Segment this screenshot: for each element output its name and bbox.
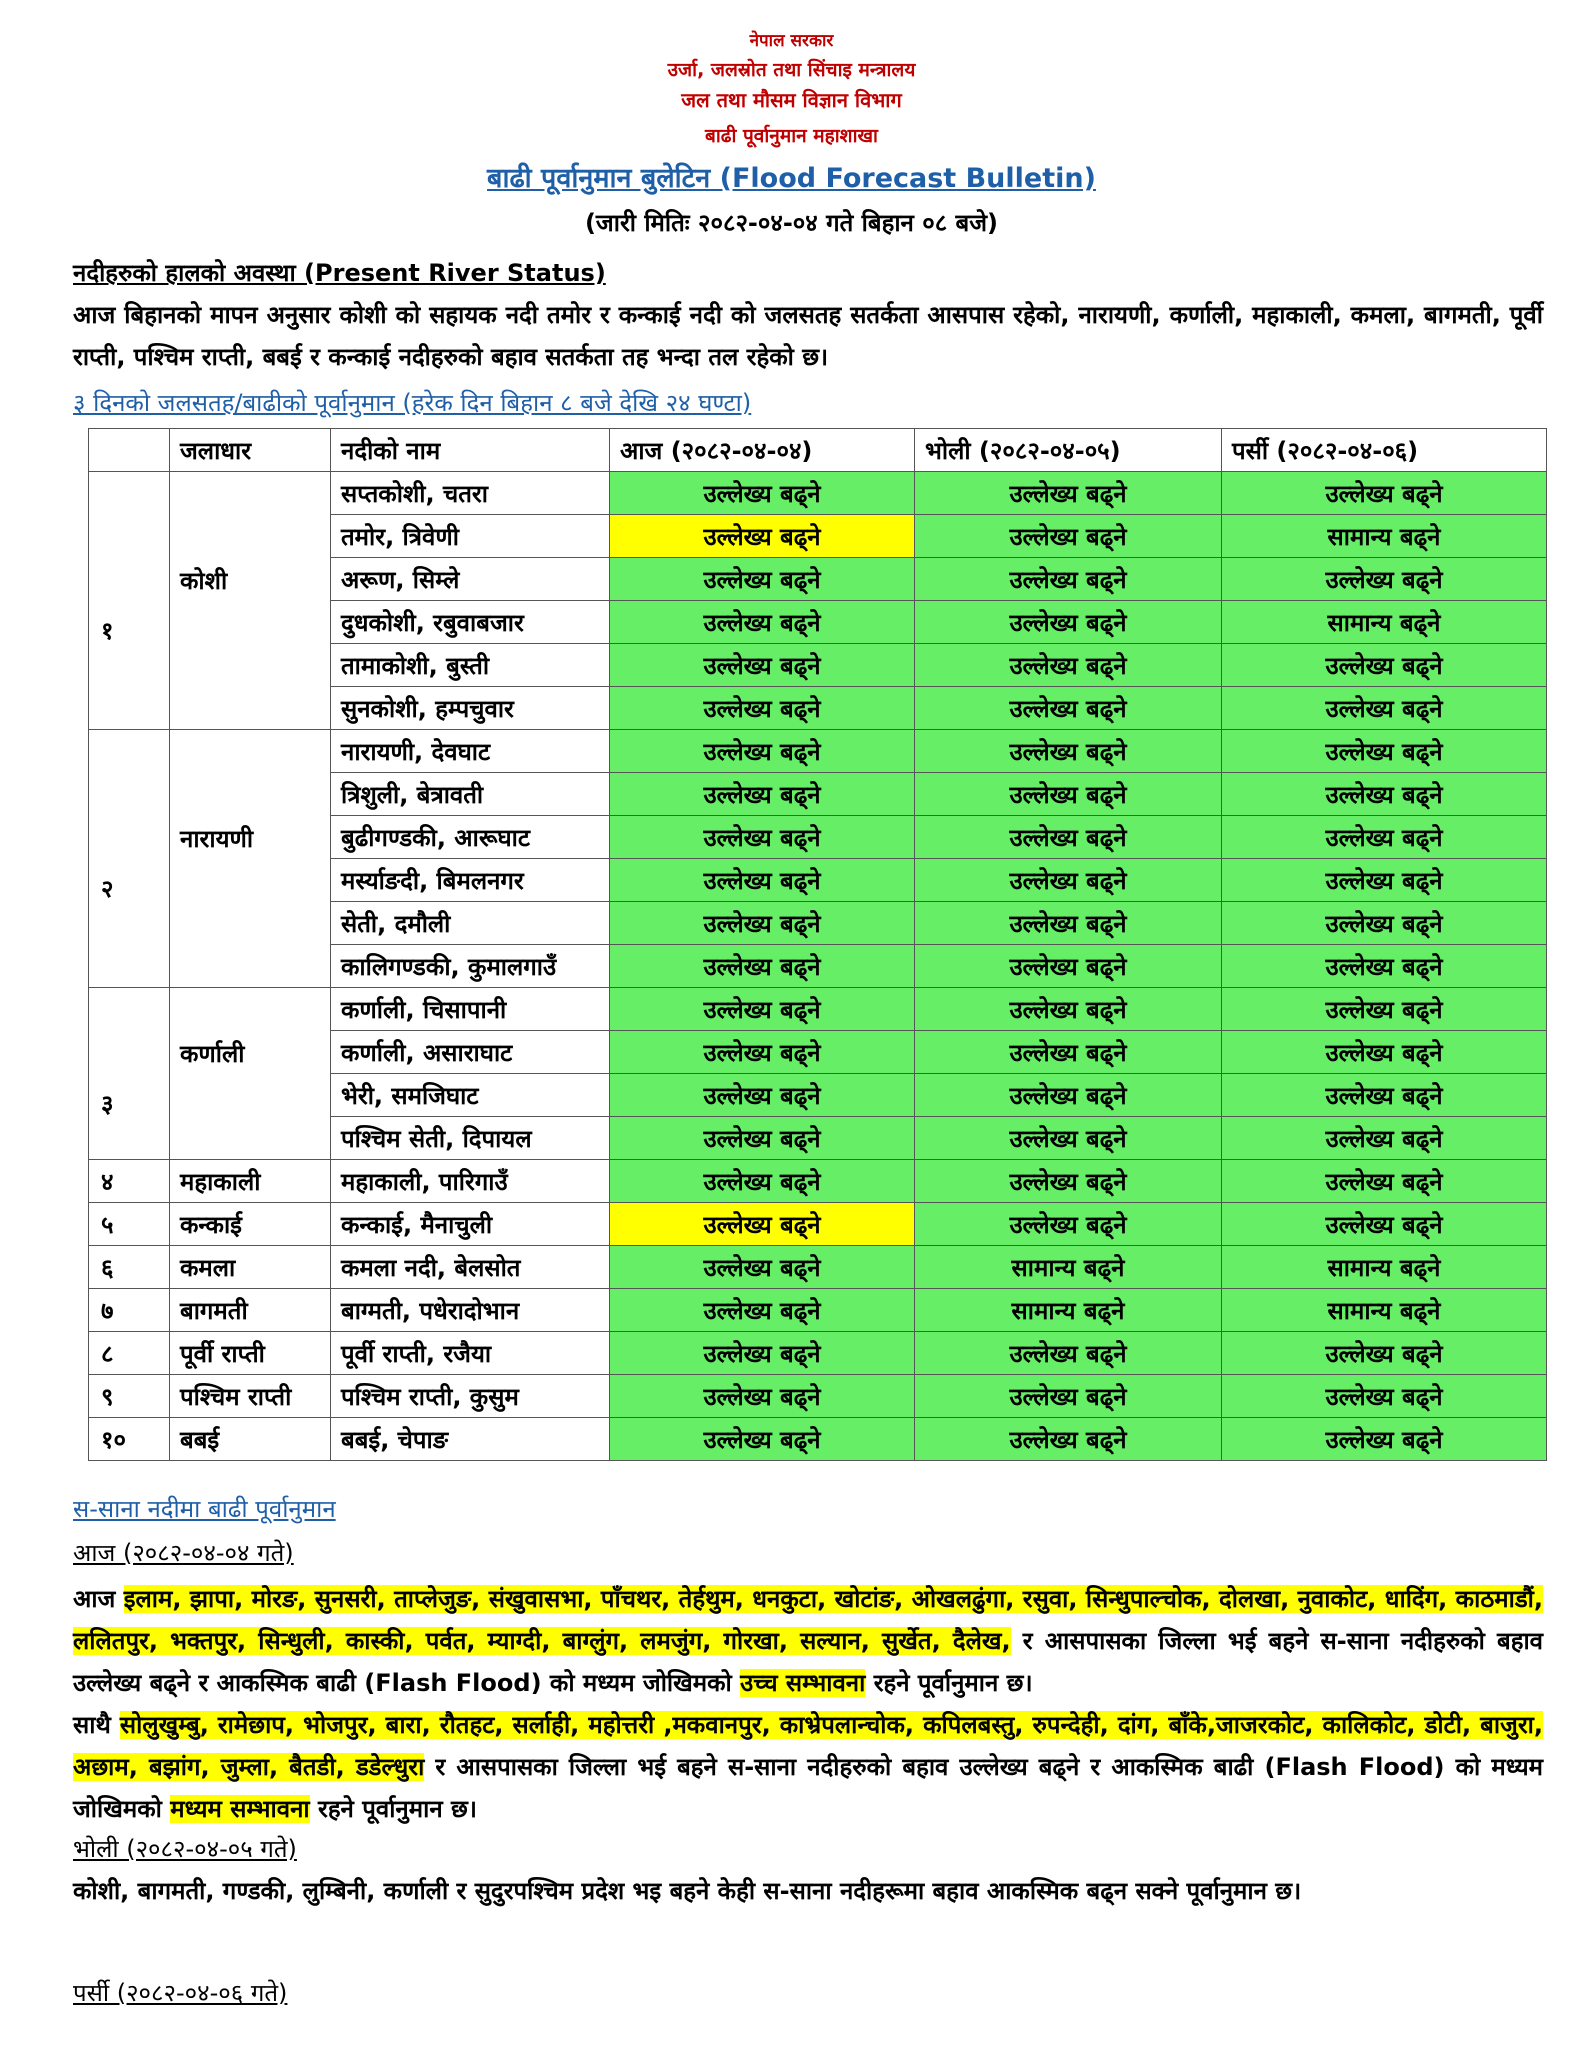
- river-station-name: कर्णाली, असाराघाट: [331, 1031, 610, 1074]
- forecast-tomorrow: उल्लेख्य बढ्ने: [915, 515, 1222, 558]
- forecast-dayafter: उल्लेख्य बढ्ने: [1222, 988, 1547, 1031]
- forecast-tomorrow: उल्लेख्य बढ्ने: [915, 644, 1222, 687]
- forecast-today: उल्लेख्य बढ्ने: [610, 558, 915, 601]
- today-p2-mid: र आसपासका जिल्ला भई बहने स-साना नदीहरुको बहाव उल्लेख्य बढ्ने र आकस्मिक बाढी (Flash Flood) को मध्यम जोखिमको: [73, 1753, 1543, 1823]
- river-station-name: अरूण, सिम्ले: [331, 558, 610, 601]
- basin-number: ५: [89, 1203, 170, 1246]
- forecast-dayafter: उल्लेख्य बढ्ने: [1222, 945, 1547, 988]
- forecast-today: उल्लेख्य बढ्ने: [610, 945, 915, 988]
- forecast-tomorrow: उल्लेख्य बढ्ने: [915, 773, 1222, 816]
- basin-number: ९: [89, 1375, 170, 1418]
- today-p2-start: साथै: [73, 1711, 111, 1739]
- forecast-tomorrow: उल्लेख्य बढ्ने: [915, 472, 1222, 515]
- today-paragraph-1: [73, 1578, 1543, 1704]
- river-station-name: कन्काई, मैनाचुली: [331, 1203, 610, 1246]
- basin-number: १: [89, 472, 170, 730]
- basin-name: कर्णाली: [170, 988, 331, 1160]
- present-status-heading: नदीहरुको हालको अवस्था (Present River Status): [73, 259, 606, 287]
- forecast-today: उल्लेख्य बढ्ने: [610, 1246, 915, 1289]
- table-row: [89, 1160, 1547, 1203]
- forecast-today: उल्लेख्य बढ्ने: [610, 1117, 915, 1160]
- basin-number: ८: [89, 1332, 170, 1375]
- table-row: [89, 988, 1547, 1031]
- forecast-today: उल्लेख्य बढ्ने: [610, 1031, 915, 1074]
- col-header-basin: जलाधार: [170, 429, 331, 472]
- basin-number: ३: [89, 988, 170, 1160]
- forecast-dayafter: उल्लेख्य बढ्ने: [1222, 472, 1547, 515]
- forecast-dayafter: उल्लेख्य बढ्ने: [1222, 816, 1547, 859]
- col-header-dayafter: पर्सी (२०८२-०४-०६): [1222, 429, 1547, 472]
- forecast-dayafter: सामान्य बढ्ने: [1222, 515, 1547, 558]
- forecast-tomorrow: उल्लेख्य बढ्ने: [915, 945, 1222, 988]
- river-station-name: सुनकोशी, हम्पचुवार: [331, 687, 610, 730]
- basin-name: कोशी: [170, 472, 331, 730]
- river-station-name: कालिगण्डकी, कुमालगाउँ: [331, 945, 610, 988]
- table-row: [89, 1332, 1547, 1375]
- today-paragraph-2: [73, 1704, 1543, 1830]
- forecast-dayafter: उल्लेख्य बढ्ने: [1222, 1332, 1547, 1375]
- river-station-name: दुधकोशी, रबुवाबजार: [331, 601, 610, 644]
- river-station-name: तामाकोशी, बुस्ती: [331, 644, 610, 687]
- river-station-name: पश्चिम सेती, दिपायल: [331, 1117, 610, 1160]
- forecast-tomorrow: सामान्य बढ्ने: [915, 1289, 1222, 1332]
- today-p1-mid: र आसपासका जिल्ला भई बहने स-साना नदीहरुको बहाव उल्लेख्य बढ्ने र आकस्मिक बाढी (Flash Flood) को मध्यम जोखिमको: [73, 1627, 1544, 1697]
- forecast-tomorrow: उल्लेख्य बढ्ने: [915, 1418, 1222, 1461]
- forecast-tomorrow: उल्लेख्य बढ्ने: [915, 1203, 1222, 1246]
- col-header-today: आज (२०८२-०४-०४): [610, 429, 915, 472]
- river-station-name: सेती, दमौली: [331, 902, 610, 945]
- forecast-dayafter: सामान्य बढ्ने: [1222, 601, 1547, 644]
- river-station-name: महाकाली, पारिगाउँ: [331, 1160, 610, 1203]
- header-ministry: उर्जा, जलस्रोत तथा सिंचाइ मन्त्रालय: [667, 59, 916, 81]
- river-station-name: पूर्वी राप्ती, रजैया: [331, 1332, 610, 1375]
- present-status-text: आज बिहानको मापन अनुसार कोशी को सहायक नदी तमोर र कन्काई नदी को जलसतह सतर्कता आसपास रहेको, नारायणी, कर्णाली, महाकाली, कमला, बागमती, पूर्वी राप्ती, पश्चिम राप्ती, बबई र कन्काई नदीहरुको बहाव सतर्कता तह भन्दा तल रहेको छ।: [73, 301, 1543, 371]
- forecast-tomorrow: उल्लेख्य बढ्ने: [915, 988, 1222, 1031]
- basin-number: ४: [89, 1160, 170, 1203]
- forecast-dayafter: उल्लेख्य बढ्ने: [1222, 902, 1547, 945]
- river-station-name: कर्णाली, चिसापानी: [331, 988, 610, 1031]
- forecast-today: उल्लेख्य बढ्ने: [610, 515, 915, 558]
- forecast-dayafter: उल्लेख्य बढ्ने: [1222, 644, 1547, 687]
- forecast-today: उल्लेख्य बढ्ने: [610, 601, 915, 644]
- table-row: [89, 472, 1547, 515]
- forecast-today: उल्लेख्य बढ्ने: [610, 1375, 915, 1418]
- basin-name: पूर्वी राप्ती: [170, 1332, 331, 1375]
- forecast-today: उल्लेख्य बढ्ने: [610, 1332, 915, 1375]
- forecast-today: उल्लेख्य बढ्ने: [610, 1203, 915, 1246]
- river-station-name: तमोर, त्रिवेणी: [331, 515, 610, 558]
- river-station-name: बुढीगण्डकी, आरूघाट: [331, 816, 610, 859]
- forecast-today: उल्लेख्य बढ्ने: [610, 773, 915, 816]
- forecast-dayafter: सामान्य बढ्ने: [1222, 1246, 1547, 1289]
- river-station-name: कमला नदी, बेलसोत: [331, 1246, 610, 1289]
- forecast-today: उल्लेख्य बढ्ने: [610, 902, 915, 945]
- today-p1-districts: इलाम, झापा, मोरङ, सुनसरी, ताप्लेजुङ, संखुवासभा, पाँचथर, तेर्हथुम, धनकुटा, खोटांङ, ओखलढुंगा, रसुवा, सिन्धुपाल्चोक, दोलखा, नुवाकोट, धादिंग, काठमाडौं, ललितपुर, भक्तपुर, सिन्धुली, कास्की, पर्वत, म्याग्दी, बाग्लुंग, लमजुंग, गोरखा, सल्यान, सुर्खेत, दैलेख,: [73, 1585, 1544, 1655]
- forecast-tomorrow: उल्लेख्य बढ्ने: [915, 816, 1222, 859]
- tomorrow-text: कोशी, बागमती, गण्डकी, लुम्बिनी, कर्णाली र सुदुरपश्चिम प्रदेश भइ बहने केही स-साना नदीहरूमा बहाव आकस्मिक बढ्न सक्ने पूर्वानुमान छ।: [73, 1877, 1302, 1905]
- table-row: [89, 1418, 1547, 1461]
- basin-number: १०: [89, 1418, 170, 1461]
- forecast-tomorrow: उल्लेख्य बढ्ने: [915, 859, 1222, 902]
- forecast-dayafter: उल्लेख्य बढ्ने: [1222, 1203, 1547, 1246]
- table-row: [89, 1375, 1547, 1418]
- forecast-tomorrow: उल्लेख्य बढ्ने: [915, 1074, 1222, 1117]
- today-p1-level: उच्च सम्भावना: [740, 1669, 866, 1697]
- forecast-dayafter: उल्लेख्य बढ्ने: [1222, 558, 1547, 601]
- issue-date: (जारी मितिः २०८२-०४-०४ गते बिहान ०८ बजे): [584, 209, 999, 237]
- forecast-today: उल्लेख्य बढ्ने: [610, 859, 915, 902]
- forecast-tomorrow: उल्लेख्य बढ्ने: [915, 601, 1222, 644]
- dayafter-heading: पर्सी (२०८२-०४-०६ गते): [73, 1979, 288, 2007]
- forecast-dayafter: उल्लेख्य बढ्ने: [1222, 773, 1547, 816]
- river-station-name: बाग्मती, पधेरादोभान: [331, 1289, 610, 1332]
- bulletin-title: बाढी पूर्वानुमान बुलेटिन (Flood Forecast Bulletin): [487, 163, 1096, 194]
- forecast-dayafter: उल्लेख्य बढ्ने: [1222, 1074, 1547, 1117]
- forecast-dayafter: उल्लेख्य बढ्ने: [1222, 859, 1547, 902]
- table-header-row: [89, 429, 1547, 472]
- col-header-tomorrow: भोली (२०८२-०४-०५): [915, 429, 1222, 472]
- basin-name: कन्काई: [170, 1203, 331, 1246]
- basin-name: बबई: [170, 1418, 331, 1461]
- forecast-tomorrow: उल्लेख्य बढ्ने: [915, 730, 1222, 773]
- today-p1-start: आज: [73, 1585, 116, 1613]
- forecast-dayafter: सामान्य बढ्ने: [1222, 1289, 1547, 1332]
- forecast-today: उल्लेख्य बढ्ने: [610, 1418, 915, 1461]
- today-p2-districts: सोलुखुम्बु, रामेछाप, भोजपुर, बारा, रौतहट, सर्लाही, महोत्तरी ,मकवानपुर, काभ्रेपलान्चोक, कपिलबस्तु, रुपन्देही, दांग, बाँके,जाजरकोट, कालिकोट, डोटी, बाजुरा, अछाम, बझांग, जुम्ला, बैतडी, डडेल्धुरा: [73, 1711, 1543, 1781]
- basin-number: २: [89, 730, 170, 988]
- forecast-dayafter: उल्लेख्य बढ्ने: [1222, 730, 1547, 773]
- forecast-today: उल्लेख्य बढ्ने: [610, 472, 915, 515]
- table-row: [89, 730, 1547, 773]
- forecast-today: उल्लेख्य बढ्ने: [610, 730, 915, 773]
- forecast-dayafter: उल्लेख्य बढ्ने: [1222, 687, 1547, 730]
- forecast-tomorrow: उल्लेख्य बढ्ने: [915, 1332, 1222, 1375]
- river-station-name: भेरी, समजिघाट: [331, 1074, 610, 1117]
- forecast-dayafter: उल्लेख्य बढ्ने: [1222, 1160, 1547, 1203]
- forecast-dayafter: उल्लेख्य बढ्ने: [1222, 1117, 1547, 1160]
- forecast-table: [88, 428, 1547, 1461]
- today-p2-end: रहने पूर्वानुमान छ।: [318, 1795, 477, 1823]
- basin-name: बागमती: [170, 1289, 331, 1332]
- forecast-tomorrow: उल्लेख्य बढ्ने: [915, 687, 1222, 730]
- forecast-tomorrow: उल्लेख्य बढ्ने: [915, 1117, 1222, 1160]
- forecast-today: उल्लेख्य बढ्ने: [610, 988, 915, 1031]
- basin-number: ७: [89, 1289, 170, 1332]
- forecast-tomorrow: उल्लेख्य बढ्ने: [915, 1160, 1222, 1203]
- basin-name: नारायणी: [170, 730, 331, 988]
- forecast-tomorrow: उल्लेख्य बढ्ने: [915, 1375, 1222, 1418]
- table-row: [89, 1246, 1547, 1289]
- river-station-name: त्रिशुली, बेत्रावती: [331, 773, 610, 816]
- forecast-tomorrow: उल्लेख्य बढ्ने: [915, 558, 1222, 601]
- basin-name: महाकाली: [170, 1160, 331, 1203]
- basin-name: पश्चिम राप्ती: [170, 1375, 331, 1418]
- basin-name: कमला: [170, 1246, 331, 1289]
- river-station-name: नारायणी, देवघाट: [331, 730, 610, 773]
- today-heading: आज (२०८२-०४-०४ गते): [73, 1539, 294, 1567]
- today-p1-end: रहने पूर्वानुमान छ।: [873, 1669, 1033, 1697]
- col-header-river: नदीको नाम: [331, 429, 610, 472]
- forecast-dayafter: उल्लेख्य बढ्ने: [1222, 1375, 1547, 1418]
- table-row: [89, 1289, 1547, 1332]
- forecast-today: उल्लेख्य बढ्ने: [610, 1074, 915, 1117]
- forecast-tomorrow: सामान्य बढ्ने: [915, 1246, 1222, 1289]
- river-station-name: बबई, चेपाङ: [331, 1418, 610, 1461]
- forecast-today: उल्लेख्य बढ्ने: [610, 644, 915, 687]
- table-row: [89, 1203, 1547, 1246]
- today-p2-level: मध्यम सम्भावना: [170, 1795, 310, 1823]
- tomorrow-heading: भोली (२०८२-०४-०५ गते): [73, 1835, 297, 1863]
- forecast-today: उल्लेख्य बढ्ने: [610, 1160, 915, 1203]
- river-station-name: सप्तकोशी, चतरा: [331, 472, 610, 515]
- col-header-no: [89, 429, 170, 472]
- forecast-today: उल्लेख्य बढ्ने: [610, 816, 915, 859]
- forecast-tomorrow: उल्लेख्य बढ्ने: [915, 1031, 1222, 1074]
- header-division: बाढी पूर्वानुमान महाशाखा: [705, 125, 878, 147]
- small-rivers-heading: स-साना नदीमा बाढी पूर्वानुमान: [73, 1495, 336, 1523]
- river-station-name: पश्चिम राप्ती, कुसुम: [331, 1375, 610, 1418]
- basin-number: ६: [89, 1246, 170, 1289]
- forecast-tomorrow: उल्लेख्य बढ्ने: [915, 902, 1222, 945]
- forecast-heading: ३ दिनको जलसतह/बाढीको पूर्वानुमान (हरेक दिन बिहान ८ बजे देखि २४ घण्टा): [73, 389, 752, 417]
- header-department: जल तथा मौसम विज्ञान विभाग: [681, 88, 902, 112]
- forecast-dayafter: उल्लेख्य बढ्ने: [1222, 1418, 1547, 1461]
- header-government: नेपाल सरकार: [749, 31, 834, 51]
- river-station-name: मर्स्याङदी, बिमलनगर: [331, 859, 610, 902]
- forecast-today: उल्लेख्य बढ्ने: [610, 687, 915, 730]
- forecast-today: उल्लेख्य बढ्ने: [610, 1289, 915, 1332]
- forecast-dayafter: उल्लेख्य बढ्ने: [1222, 1031, 1547, 1074]
